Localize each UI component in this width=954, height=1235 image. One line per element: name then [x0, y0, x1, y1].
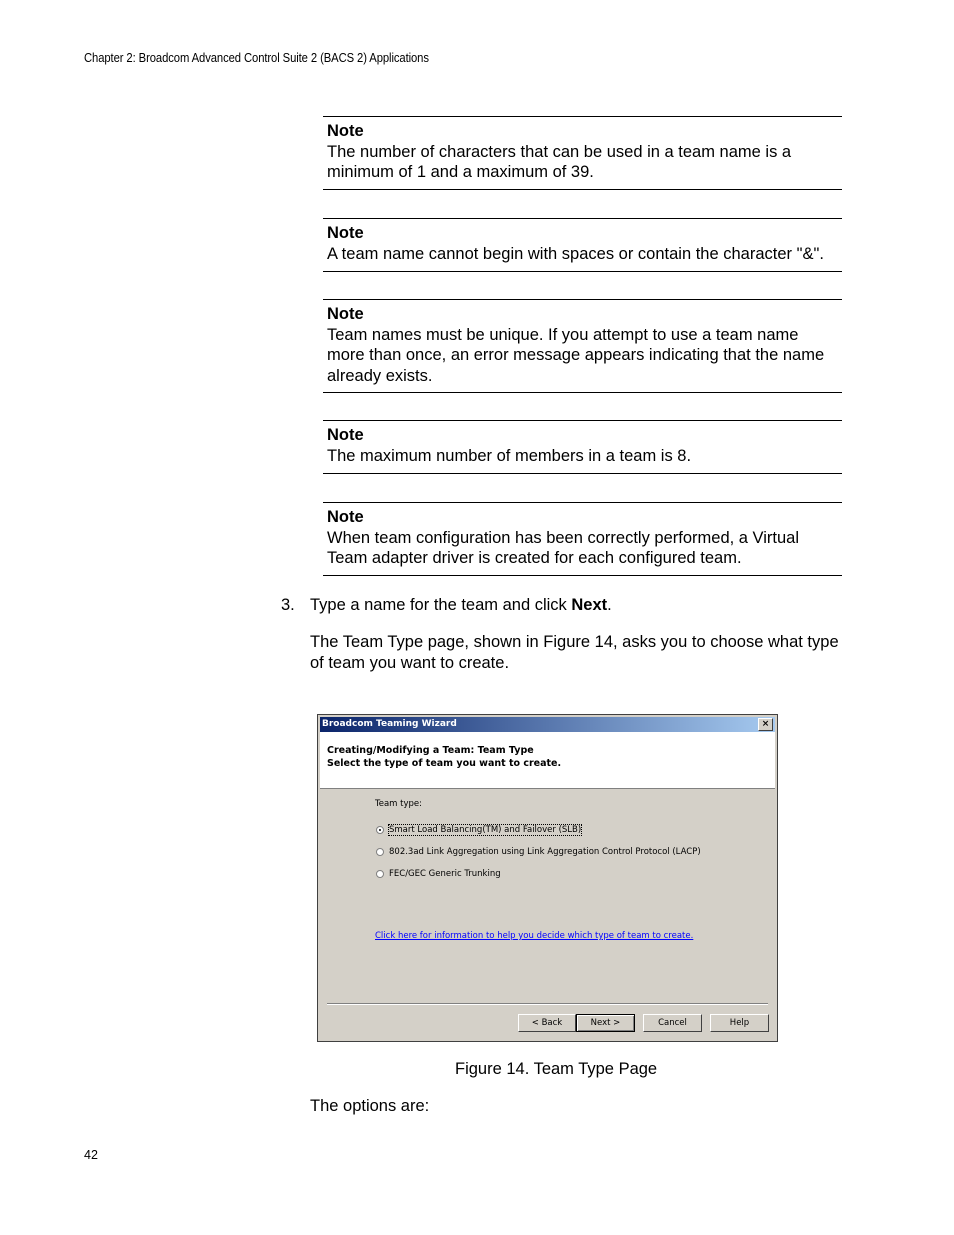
note-title: Note [327, 224, 364, 242]
options-intro: The options are: [310, 1097, 430, 1115]
note-box-1 [323, 116, 842, 190]
note-text: The number of characters that can be used in a team name is a minimum of 1 and a maximum of 39. [327, 142, 792, 182]
dialog-header [320, 732, 775, 789]
dialog-titlebar[interactable] [320, 717, 775, 732]
step-3 [281, 595, 612, 616]
help-button[interactable]: Help [710, 1014, 769, 1032]
note-text: Team names must be unique. If you attempt to use a team name more than once, an error message appears indicating that the name already exists. [327, 325, 825, 386]
cancel-button[interactable]: Cancel [643, 1014, 702, 1032]
step-number: 3. [281, 596, 295, 614]
back-button[interactable]: < Back [518, 1014, 576, 1032]
close-icon[interactable]: × [758, 718, 773, 731]
step-bold-next: Next [571, 596, 608, 614]
note-title: Note [327, 122, 364, 140]
radio-option-fec-gec[interactable] [376, 869, 501, 879]
note-text: When team configuration has been correctly performed, a Virtual Team adapter driver is created for each configured team. [327, 528, 800, 568]
note-title: Note [327, 426, 364, 444]
dialog-header-title: Creating/Modifying a Team: Team Type [327, 745, 534, 756]
page-number: 42 [84, 1148, 98, 1162]
note-box-2 [323, 218, 842, 272]
note-box-4 [323, 420, 842, 474]
note-text: The maximum number of members in a team is 8. [327, 446, 692, 465]
radio-button-icon[interactable] [376, 870, 384, 878]
note-box-3 [323, 299, 842, 393]
radio-label: 802.3ad Link Aggregation using Link Aggregation Control Protocol (LACP) [389, 847, 701, 857]
next-button[interactable]: Next > [576, 1014, 635, 1032]
teaming-wizard-dialog [317, 714, 778, 1042]
dialog-header-subtitle: Select the type of team you want to create. [327, 758, 562, 769]
step-text: Type a name for the team and click [310, 596, 572, 614]
radio-button-checked-icon[interactable] [376, 826, 384, 834]
button-separator [327, 1003, 768, 1005]
radio-option-lacp[interactable] [376, 847, 701, 857]
note-title: Note [327, 305, 364, 323]
team-type-help-link[interactable]: Click here for information to help you decide which type of team to create. [375, 931, 694, 941]
radio-label: Smart Load Balancing(TM) and Failover (SLB) [389, 825, 582, 835]
dialog-title: Broadcom Teaming Wizard [322, 719, 457, 729]
note-box-5 [323, 502, 842, 576]
team-type-label: Team type: [375, 799, 423, 809]
radio-option-slb[interactable] [376, 825, 581, 835]
note-title: Note [327, 508, 364, 526]
radio-button-icon[interactable] [376, 848, 384, 856]
radio-label: FEC/GEC Generic Trunking [389, 869, 501, 879]
running-header: Chapter 2: Broadcom Advanced Control Suite 2 (BACS 2) Applications [84, 51, 429, 65]
figure-caption: Figure 14. Team Type Page [455, 1060, 658, 1078]
step-text-end: . [607, 596, 612, 614]
note-text: A team name cannot begin with spaces or contain the character "&". [327, 244, 824, 263]
intro-paragraph: The Team Type page, shown in Figure 14, asks you to choose what type of team you want to create. [310, 633, 839, 672]
